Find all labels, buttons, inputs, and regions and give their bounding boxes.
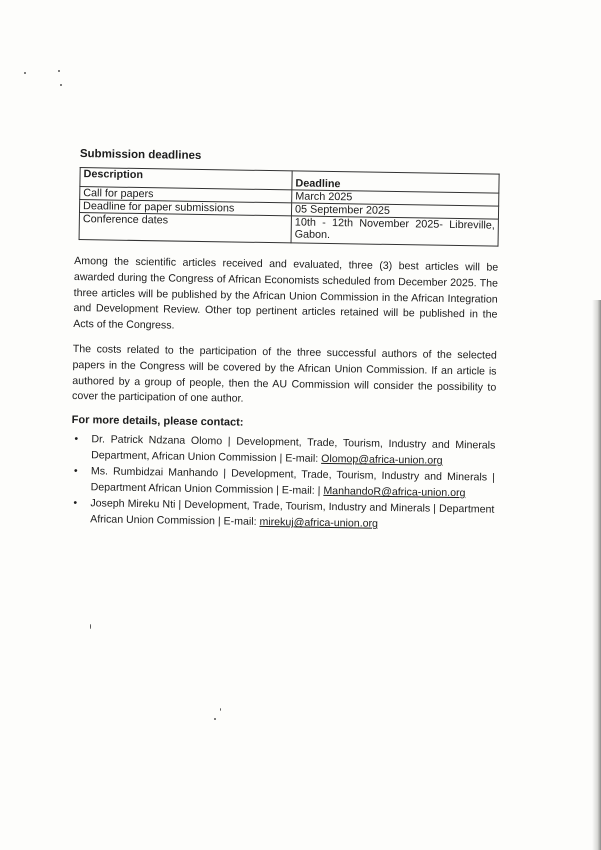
contact-email-link[interactable]: ManhandoR@africa-union.org (323, 485, 466, 500)
contact-text: Joseph Mireku Nti | Development, Trade, Tourism, Industry and Minerals | Department African Union Commission | E-mail: (90, 497, 495, 529)
awards-paragraph: Among the scientific articles received and evaluated, three (3) best articles will be awarded during the Congress of African Economists scheduled from December 2025. The three articles will be published by the African Union Commission in the African Integration and Development Review. Other top pertinent articles retained will be published in the Acts of the Congress. (73, 254, 499, 332)
table-cell-description: Conference dates (79, 213, 291, 243)
scan-speck (24, 72, 26, 74)
table-header-description: Description (80, 168, 292, 190)
scanned-page-edge-shadow (592, 300, 601, 850)
deadlines-table (79, 167, 500, 247)
contact-heading: For more details, please contact: (71, 414, 244, 429)
contact-email-link[interactable]: mirekuj@africa-union.org (259, 516, 379, 530)
table-cell-description: Deadline for paper submissions (79, 200, 291, 216)
scan-speck (90, 624, 91, 629)
scan-speck (60, 84, 62, 86)
contact-list (70, 431, 495, 534)
contact-text: Dr. Patrick Ndzana Olomo | Development, Trade, Tourism, Industry and Minerals Department, African Union Commission | E-mail: (91, 433, 496, 466)
list-item (73, 495, 495, 533)
costs-paragraph: The costs related to the participation of the three successful authors of the selected papers in the Congress will be covered by the African Union Commission. If an article is authored by a group of people, then the AU Commission will consider the possibility to cover the participation of one author. (72, 342, 497, 406)
contact-text: Ms. Rumbidzai Manhando | Development, Trade, Tourism, Industry and Minerals | Department African Union Commission | E-mail: | (90, 465, 495, 498)
table-cell-deadline: March 2025 (292, 190, 499, 206)
table-cell-description: Call for papers (80, 187, 292, 203)
scan-speck (220, 708, 221, 711)
submission-deadlines-heading: Submission deadlines (79, 148, 202, 162)
contact-email-link[interactable]: Olomop@africa-union.org (321, 453, 443, 467)
table-header-deadline: Deadline (292, 171, 499, 193)
bullet-icon: • (73, 465, 78, 478)
scan-speck (58, 70, 60, 72)
table-cell-deadline: 05 September 2025 (291, 203, 498, 219)
bullet-icon: • (74, 433, 79, 446)
scan-speck (214, 718, 216, 720)
bullet-icon: • (73, 497, 78, 510)
table-cell-deadline: 10th - 12th November 2025- Libreville, Gabon. (291, 216, 498, 246)
document-body (70, 148, 500, 534)
